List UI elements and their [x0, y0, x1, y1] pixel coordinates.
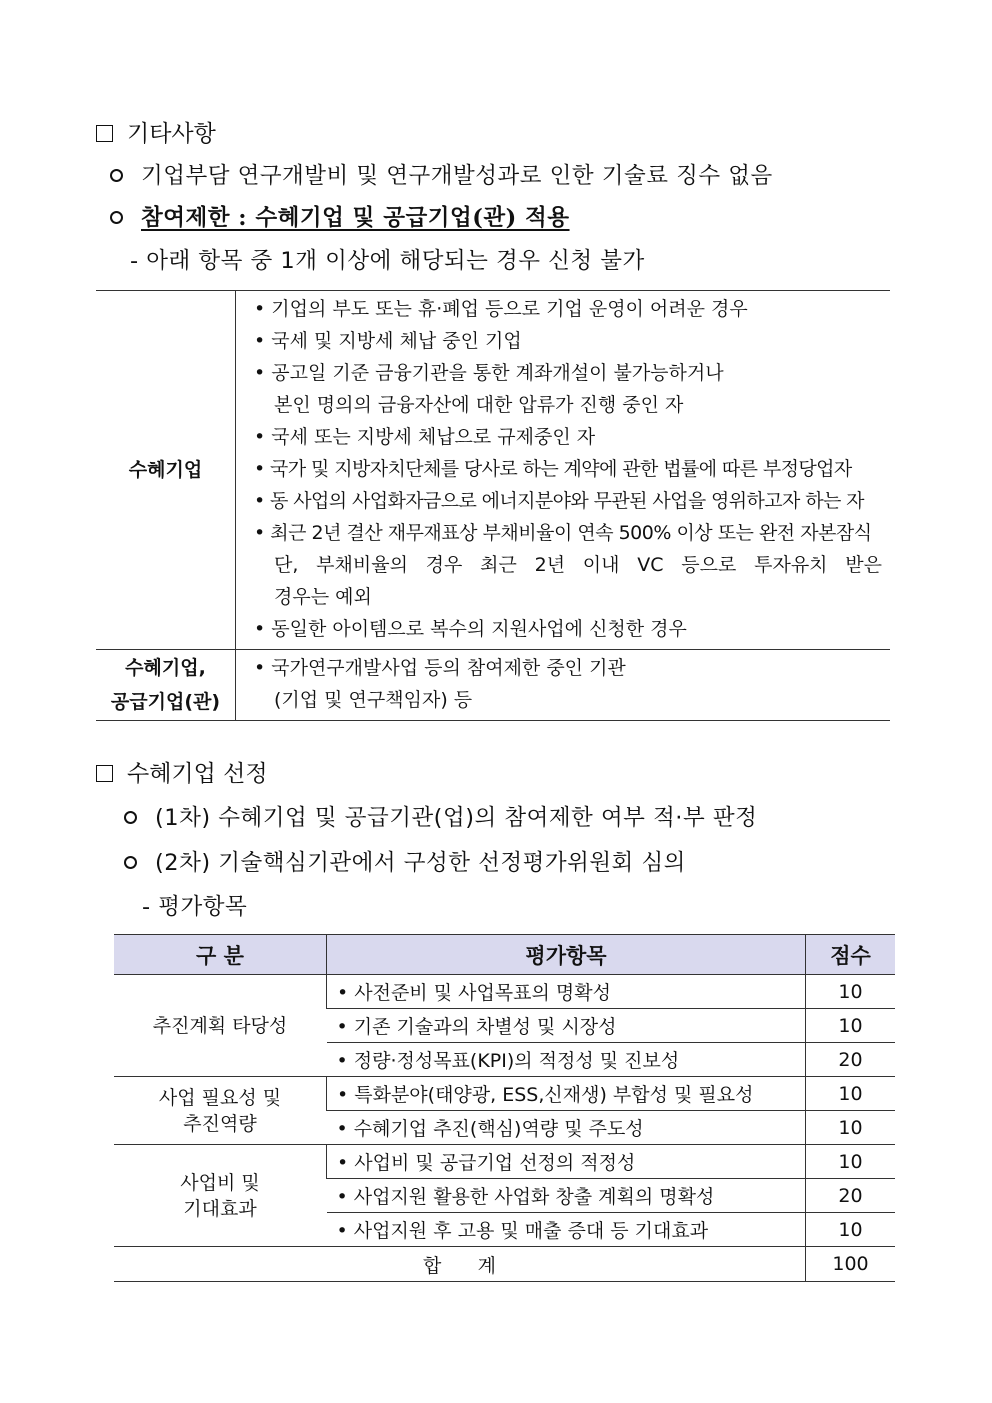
list-item: • 국세 및 지방세 체납 중인 기업 — [254, 330, 522, 352]
circle-bullet-icon — [110, 169, 123, 182]
eval-score: 10 — [806, 975, 896, 1009]
list-item: 본인 명의의 금융자산에 대한 압류가 진행 중인 자 — [274, 394, 684, 416]
total-row — [114, 1247, 895, 1282]
eval-score: 10 — [806, 1145, 896, 1179]
table-row — [114, 975, 895, 1009]
eval-item: • 사업지원 활용한 사업화 창출 계획의 명확성 — [327, 1179, 806, 1213]
eval-score: 20 — [806, 1043, 896, 1077]
eval-item: • 사업비 및 공급기업 선정의 적정성 — [327, 1145, 806, 1179]
table-header-row — [114, 935, 895, 975]
square-icon — [96, 125, 113, 142]
category-cell: 사업비 및 기대효과 — [114, 1145, 327, 1247]
list-item: • 국가연구개발사업 등의 참여제한 중인 기관 — [254, 657, 626, 679]
table-row — [114, 1145, 895, 1179]
category-cell: 사업 필요성 및 추진역량 — [114, 1077, 327, 1145]
list-item: • 최근 2년 결산 재무재표상 부채비율이 연속 500% 이상 또는 완전 자본잠식 — [254, 522, 872, 544]
evaluation-table — [114, 934, 895, 1282]
list-item: • 국가 및 지방자치단체를 당사로 하는 계약에 관한 법률에 따른 부정당업자 — [254, 458, 852, 480]
column-header: 평가항목 — [327, 935, 806, 975]
bullet-participation-limit: 참여제한 : 수혜기업 및 공급기업(관) 적용 — [110, 200, 570, 232]
row-label: 수혜기업, 공급기업(관) — [96, 650, 236, 721]
column-header: 구 분 — [114, 935, 327, 975]
eval-score: 10 — [806, 1077, 896, 1111]
eval-item: • 사업지원 후 고용 및 매출 증대 등 기대효과 — [327, 1213, 806, 1247]
total-label: 합 계 — [114, 1247, 806, 1282]
eval-score: 10 — [806, 1111, 896, 1145]
list-item: 경우는 예외 — [274, 586, 372, 608]
bullet-second-round: (2차) 기술핵심기관에서 구성한 선정평가위원회 심의 — [124, 845, 686, 877]
eval-item: • 수혜기업 추진(핵심)역량 및 주도성 — [327, 1111, 806, 1145]
list-item: • 국세 또는 지방세 체납으로 규제중인 자 — [254, 426, 596, 448]
eval-item: • 기존 기술과의 차별성 및 시장성 — [327, 1009, 806, 1043]
restriction-table — [96, 290, 890, 721]
sub-note-ineligible: - 아래 항목 중 1개 이상에 해당되는 경우 신청 불가 — [130, 248, 645, 274]
sub-note-eval-items: - 평가항목 — [142, 894, 248, 920]
row-content — [236, 291, 891, 650]
list-item: • 기업의 부도 또는 휴·폐업 등으로 기업 운영이 어려운 경우 — [254, 298, 748, 320]
bullet-no-royalty: 기업부담 연구개발비 및 연구개발성과로 인한 기술료 징수 없음 — [110, 158, 773, 190]
eval-score: 10 — [806, 1213, 896, 1247]
table-row — [96, 650, 890, 721]
table-row — [96, 291, 890, 650]
table-row — [114, 1077, 895, 1111]
row-label: 수혜기업 — [96, 291, 236, 650]
category-cell: 추진계획 타당성 — [114, 975, 327, 1077]
total-score: 100 — [806, 1247, 896, 1282]
eval-score: 20 — [806, 1179, 896, 1213]
circle-bullet-icon — [124, 856, 137, 869]
list-item: 단, 부채비율의 경우 최근 2년 이내 VC 등으로 투자유치 받은 — [274, 554, 882, 576]
section-heading-misc: 기타사항 — [96, 115, 216, 148]
circle-bullet-icon — [124, 811, 137, 824]
eval-item: • 특화분야(태양광, ESS,신재생) 부합성 및 필요성 — [327, 1077, 806, 1111]
list-item: • 동일한 아이템으로 복수의 지원사업에 신청한 경우 — [254, 618, 687, 640]
column-header: 점수 — [806, 935, 896, 975]
circle-bullet-icon — [110, 211, 123, 224]
section-heading-selection: 수혜기업 선정 — [96, 755, 268, 788]
square-icon — [96, 765, 113, 782]
list-item: (기업 및 연구책임자) 등 — [274, 689, 473, 711]
eval-item: • 정량·정성목표(KPI)의 적정성 및 진보성 — [327, 1043, 806, 1077]
bullet-first-round: (1차) 수혜기업 및 공급기관(업)의 참여제한 여부 적·부 판정 — [124, 800, 757, 832]
row-content — [236, 650, 891, 721]
list-item: • 동 사업의 사업화자금으로 에너지분야와 무관된 사업을 영위하고자 하는 자 — [254, 490, 864, 512]
list-item: • 공고일 기준 금융기관을 통한 계좌개설이 불가능하거나 — [254, 362, 724, 384]
eval-item: • 사전준비 및 사업목표의 명확성 — [327, 975, 806, 1009]
eval-score: 10 — [806, 1009, 896, 1043]
